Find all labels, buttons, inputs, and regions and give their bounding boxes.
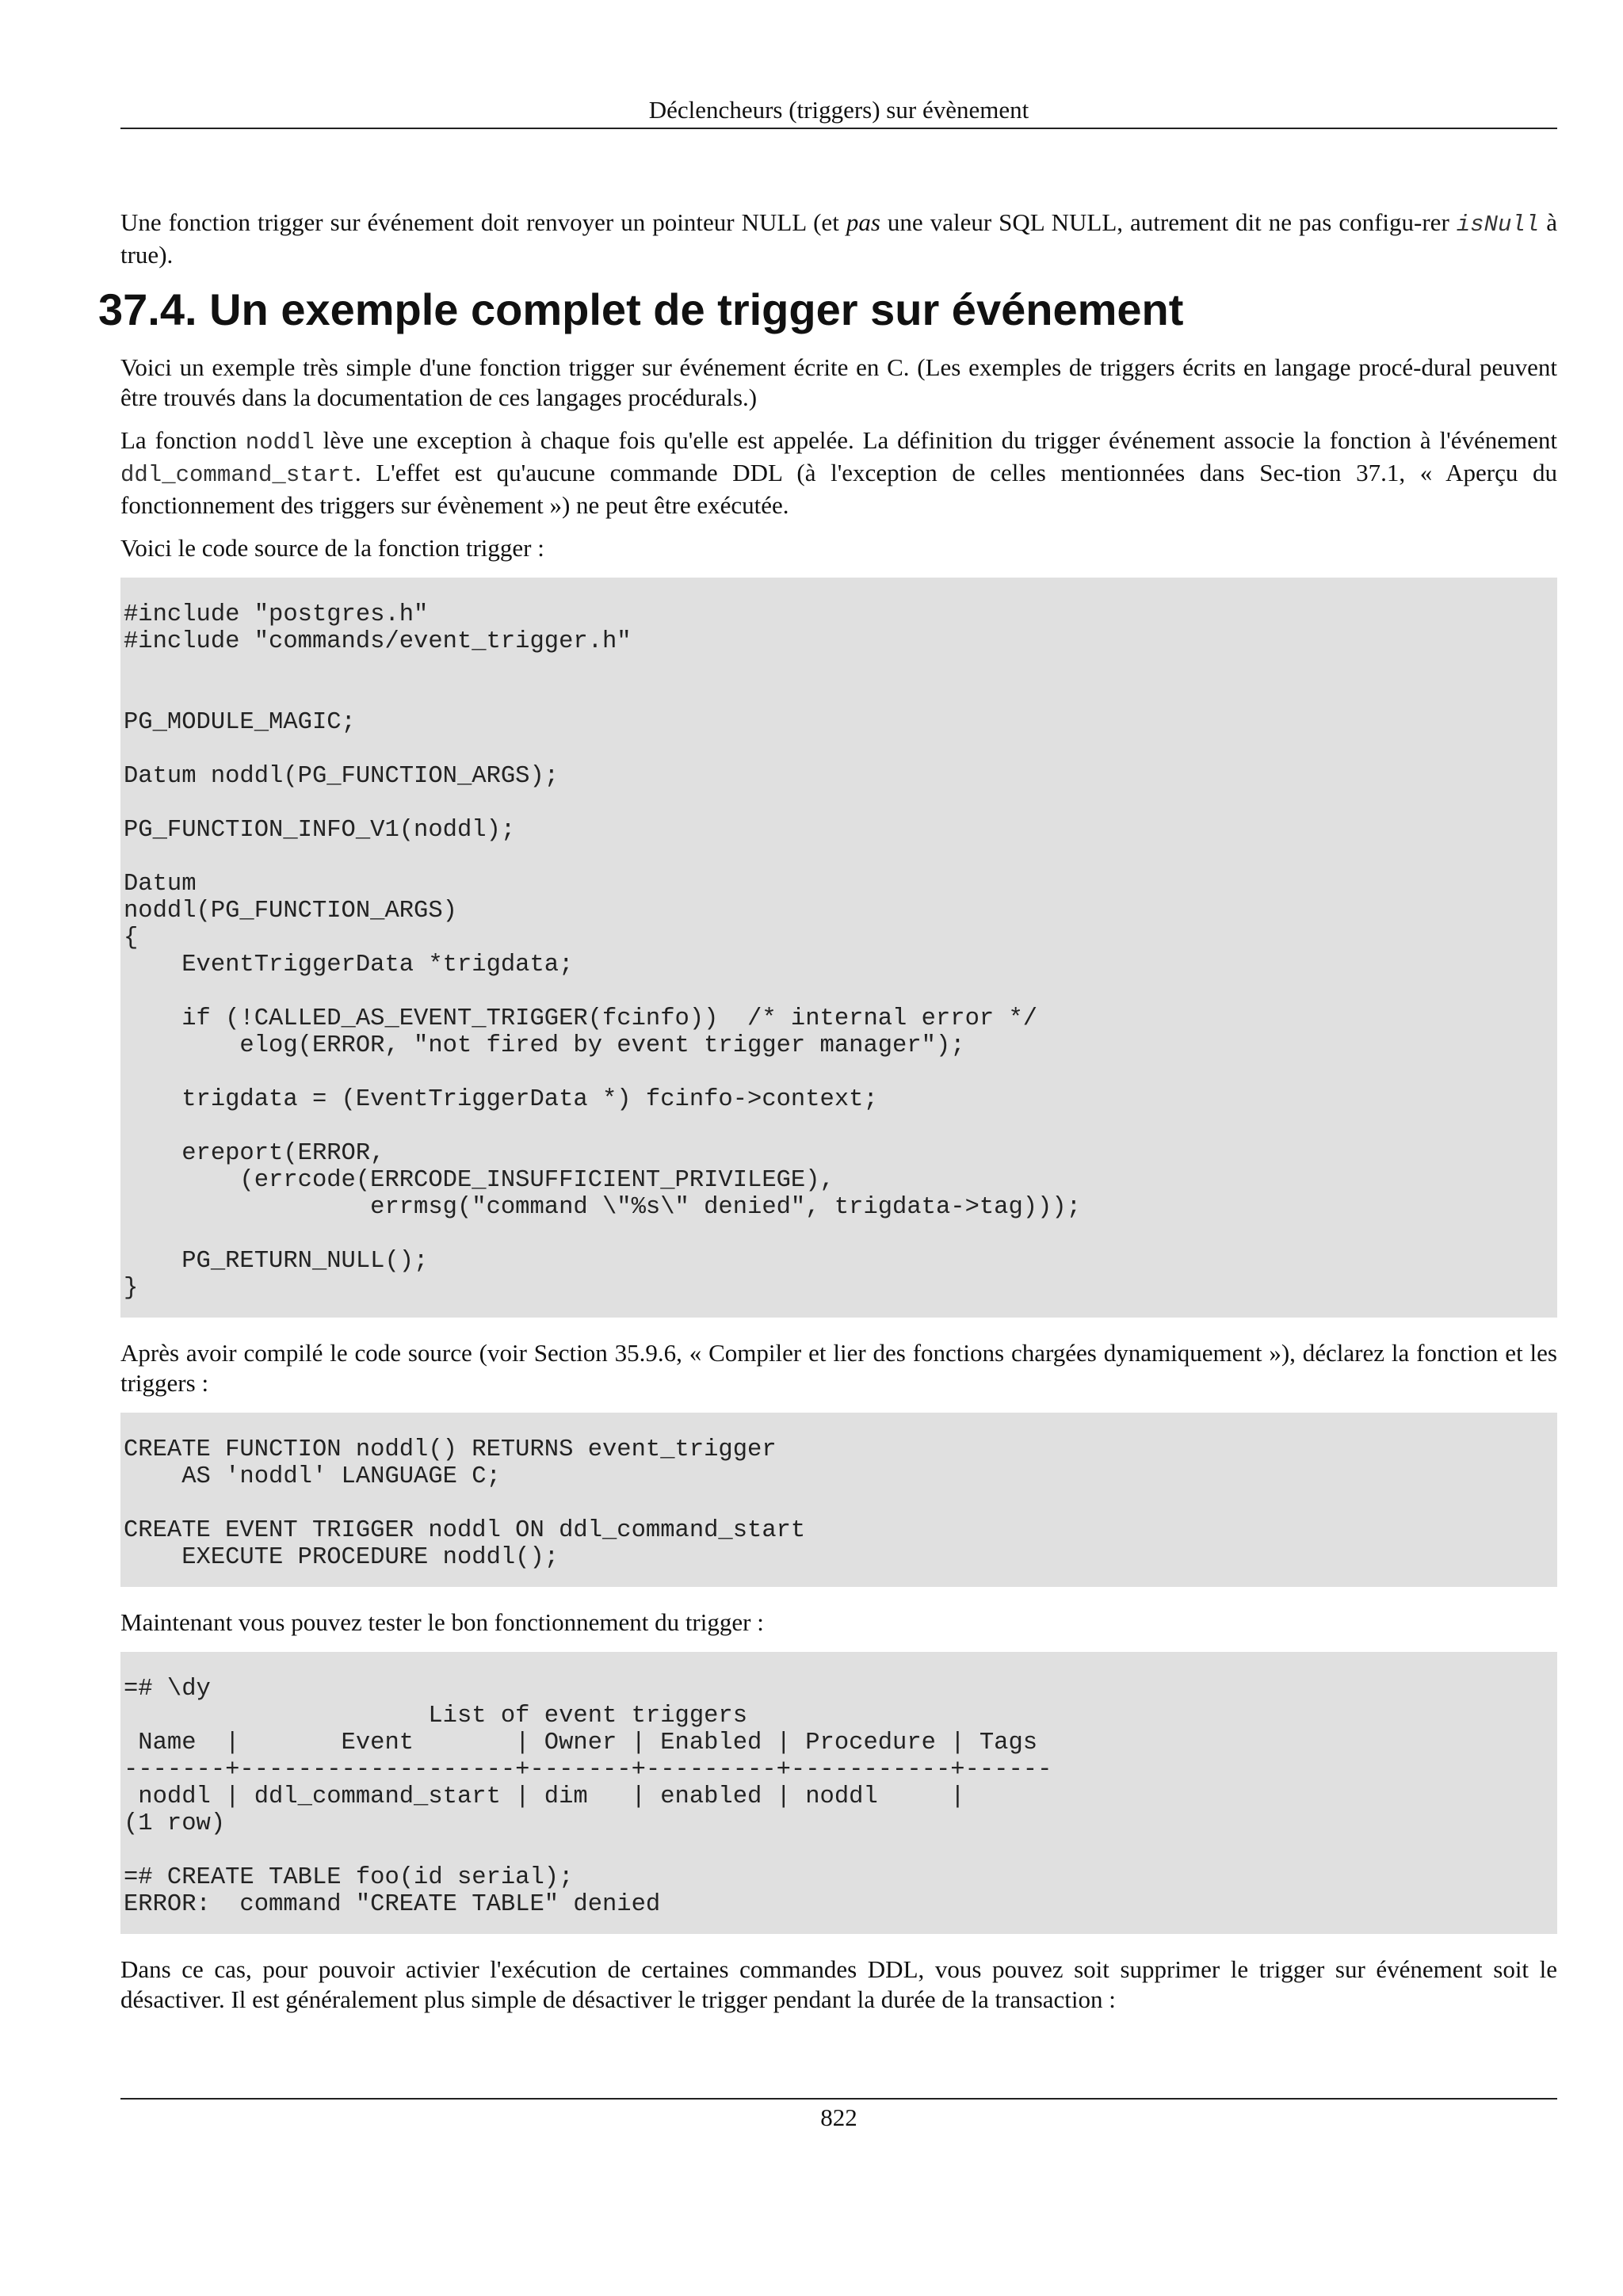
psql-session-code-block: =# \dy List of event triggers Name | Event | Owner | Enabled | Procedure | Tags -------+-------------------+-------+---------+-----------+------ noddl | ddl_command_start | dim | enabled | noddl | (1 row) =# CREATE TABLE foo(id serial); ERROR: command "CREATE TABLE" denied [120,1652,1557,1934]
footer-rule [120,2098,1557,2100]
header-rule [120,128,1557,129]
sql-declaration-code-block: CREATE FUNCTION noddl() RETURNS event_trigger AS 'noddl' LANGUAGE C; CREATE EVENT TRIGGER noddl ON ddl_command_start EXECUTE PROCEDURE noddl(); [120,1413,1557,1587]
paragraph-test-intro: Maintenant vous pouvez tester le bon fonctionnement du trigger : [120,1608,764,1636]
paragraph-disable-trigger: Dans ce cas, pour pouvoir activier l'exécution de certaines commandes DDL, vous pouvez soit supprimer le trigger sur événement soit le désactiver. Il est généralement plus simple de désactiver le trigger pendant la durée de la transaction : [120,1955,1557,2013]
page-number: 822 [820,2103,857,2131]
inline-code: ddl_command_start [120,462,355,488]
inline-code: noddl [245,429,315,456]
running-header: Déclencheurs (triggers) sur évènement [648,96,1029,124]
c-source-code-block: #include "postgres.h" #include "commands/event_trigger.h" PG_MODULE_MAGIC; Datum noddl(PG_FUNCTION_ARGS); PG_FUNCTION_INFO_V1(noddl); Datum noddl(PG_FUNCTION_ARGS) { EventTriggerData *trigdata; if (!CALLED_AS_EVENT_TRIGGER(fcinfo)) /* internal error */ elog(ERROR, "not fired by event trigger manager"); trigdata = (EventTriggerData *) fcinfo->context; ereport(ERROR, (errcode(ERRCODE_INSUFFICIENT_PRIVILEGE), errmsg("command \"%s\" denied", trigdata->tag))); PG_RETURN_NULL(); } [120,578,1557,1318]
intro-paragraph: Une fonction trigger sur événement doit renvoyer un pointeur NULL (et pas une valeur SQL NULL, autrement dit ne pas configu-rer isNull à true). [120,208,1557,269]
section-heading: 37.4. Un exemple complet de trigger sur événement [98,284,1184,334]
paragraph-example-intro: Voici un exemple très simple d'une fonction trigger sur événement écrite en C. (Les exemples de triggers écrits en langage procé-dural peuvent être trouvés dans la documentation de ces langages procédurals.) [120,353,1557,411]
page-body [98,208,1557,2027]
paragraph-source-intro: Voici le code source de la fonction trigger : [120,534,544,562]
emphasis-text: pas [846,208,880,236]
paragraph-compile-instructions: Après avoir compilé le code source (voir Section 35.9.6, « Compiler et lier des fonctions chargées dynamiquement »), déclarez la fonction et les triggers : [120,1339,1557,1397]
paragraph-noddl-description: La fonction noddl lève une exception à chaque fois qu'elle est appelée. La définition du trigger événement associe la fonction à l'événement ddl_command_start. L'effet est qu'aucune commande DDL (à l'exception de celles mentionnées dans Sec-tion 37.1, « Aperçu du fonctionnement des triggers sur évènement ») ne peut être exécutée. [120,426,1557,519]
inline-code: isNull [1456,212,1540,238]
